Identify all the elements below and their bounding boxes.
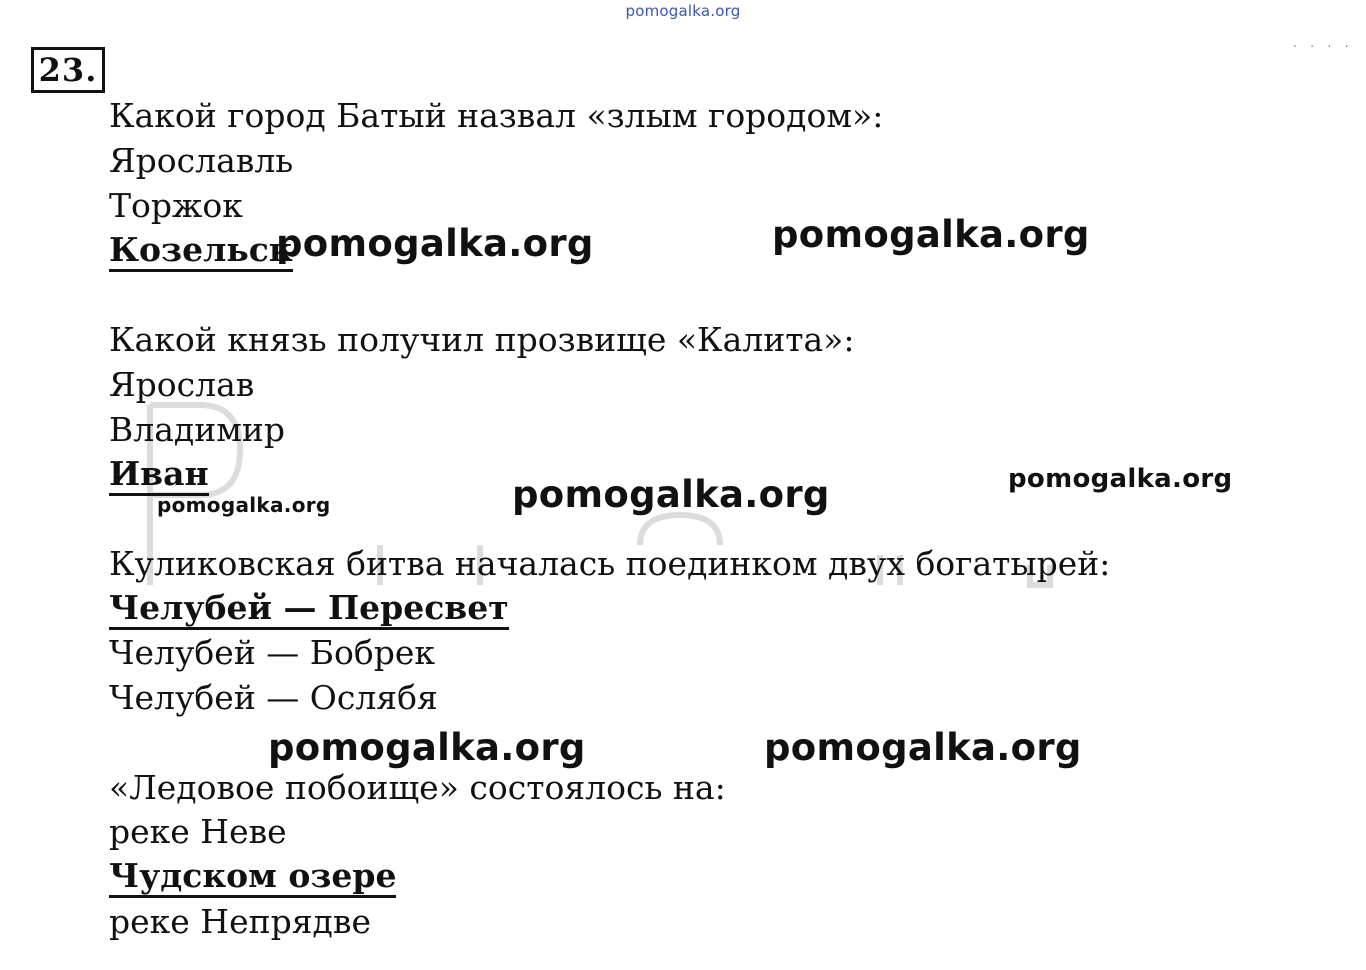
watermark-4: pomogalka.org — [512, 473, 830, 516]
question-4-option-3: реке Непрядве — [109, 902, 371, 941]
watermark-5: pomogalka.org — [157, 493, 331, 517]
question-3-option-2: Челубей — Бобрек — [109, 633, 436, 672]
watermark-1: pomogalka.org — [276, 222, 594, 265]
question-1-option-2: Торжок — [109, 186, 243, 225]
watermark-3: pomogalka.org — [1008, 464, 1233, 494]
task-number-badge: 23. — [31, 47, 105, 93]
top-site-watermark: pomogalka.org — [625, 2, 741, 20]
watermark-6: pomogalka.org — [268, 726, 586, 769]
question-1-option-1: Ярославль — [109, 141, 294, 180]
question-2-correct-answer: Иван — [109, 454, 209, 496]
corner-scrap-text: · · · · — [1291, 40, 1352, 53]
question-4-option-1: реке Неве — [109, 812, 287, 851]
question-2-text: Какой князь получил прозвище «Калита»: — [109, 320, 855, 359]
question-1-text: Какой город Батый назвал «злым городом»: — [109, 96, 884, 135]
question-2-option-2: Владимир — [109, 410, 285, 449]
watermark-2: pomogalka.org — [772, 213, 1090, 256]
question-3-text: Куликовская битва началась поединком двух богатырей: — [109, 544, 1111, 583]
watermark-7: pomogalka.org — [764, 726, 1082, 769]
question-3-correct-answer: Челубей — Пересвет — [109, 588, 509, 630]
question-4-text: «Ледовое побоище» состоялось на: — [109, 768, 726, 807]
question-3-option-3: Челубей — Ослябя — [109, 678, 438, 717]
question-2-option-1: Ярослав — [109, 365, 255, 404]
question-4-correct-answer: Чудском озере — [109, 856, 396, 898]
question-1-correct-answer: Козельск — [109, 230, 293, 272]
